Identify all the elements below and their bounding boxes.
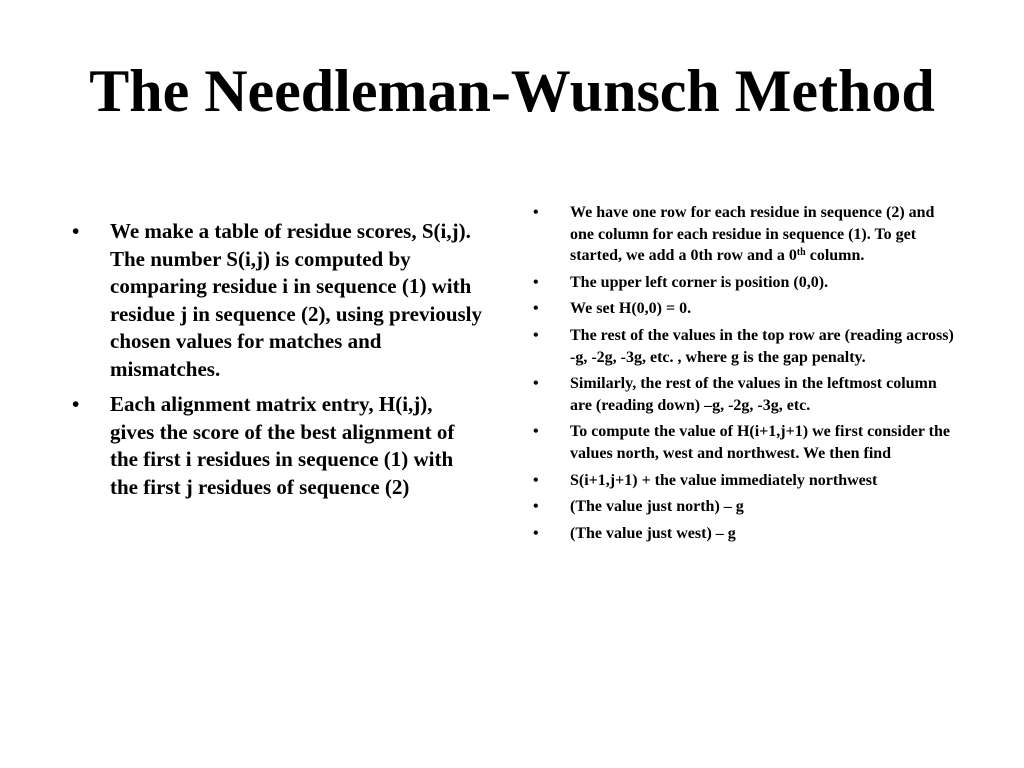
right-bullet-item — [532, 298, 962, 320]
right-bullet-text: S(i+1,j+1) + the value immediately northwest — [570, 471, 878, 489]
right-bullet-text: To compute the value of H(i+1,j+1) we first consider the values north, west and northwest. We then find — [570, 423, 950, 462]
bullet-icon: • — [533, 524, 539, 542]
left-bullet-item — [72, 391, 482, 501]
bullet-icon: • — [72, 219, 80, 243]
right-bullet-item — [532, 272, 962, 294]
right-bullet-text: We set H(0,0) = 0. — [570, 300, 692, 318]
right-bullet-text: Similarly, the rest of the values in the leftmost column are (reading down) –g, -2g, -3g, etc. — [570, 375, 937, 414]
bullet-icon: • — [533, 326, 539, 344]
bullet-icon: • — [533, 300, 539, 318]
right-bullet-item — [532, 523, 962, 545]
bullet-icon: • — [533, 423, 539, 441]
right-bullet-text-part: column. — [805, 247, 865, 265]
left-bullet-text: Each alignment matrix entry, H(i,j), gives the score of the best alignment of the first i residues in sequence (1) with the first j residues of sequence (2) — [110, 392, 455, 499]
right-bullet-text: The upper left corner is position (0,0). — [570, 273, 829, 291]
bullet-icon: • — [533, 375, 539, 393]
right-bullet-item — [532, 373, 962, 416]
right-bullet-text-part: We have one row for each residue in sequence (2) and one column for each residue in sequence (1). To get started, we add a 0th row and a 0 — [570, 204, 935, 265]
right-bullet-item — [532, 421, 962, 464]
left-bullet-list — [72, 218, 482, 509]
bullet-icon: • — [533, 498, 539, 516]
slide-title: The Needleman-Wunsch Method — [89, 58, 935, 124]
right-bullet-text: (The value just north) – g — [570, 498, 744, 516]
right-bullet-text — [570, 204, 934, 264]
bullet-icon: • — [533, 204, 539, 221]
left-bullet-text: We make a table of residue scores, S(i,j). The number S(i,j) is computed by comparing residue i in sequence (1) with residue j in sequence (2), using previously chosen values for matches and mismatches. — [110, 219, 483, 381]
right-bullet-item — [532, 202, 962, 267]
right-bullet-text: (The value just west) – g — [570, 524, 736, 542]
bullet-icon: • — [72, 392, 80, 416]
right-bullet-list — [532, 202, 962, 549]
right-bullet-item — [532, 470, 962, 492]
superscript-th: th — [796, 247, 806, 259]
right-bullet-item — [532, 325, 962, 368]
right-bullet-text: The rest of the values in the top row are (reading across) -g, -2g, -3g, etc. , where g is the gap penalty. — [570, 326, 954, 366]
right-bullet-item — [532, 496, 962, 518]
left-bullet-item — [72, 218, 482, 383]
bullet-icon: • — [533, 471, 539, 489]
bullet-icon: • — [533, 273, 539, 291]
